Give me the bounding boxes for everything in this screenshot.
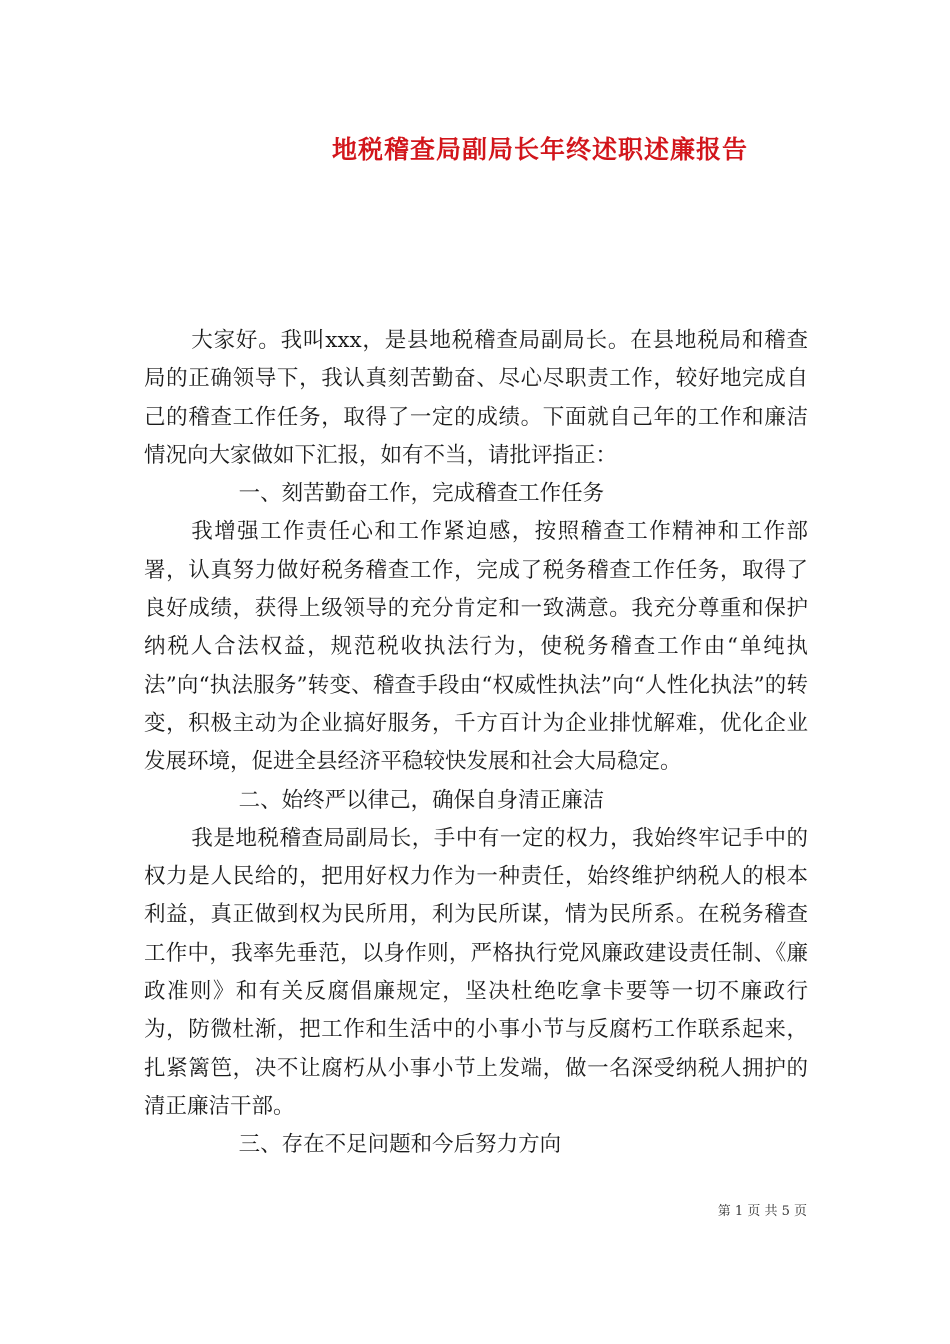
paragraph-section-1: 我增强工作责任心和工作紧迫感，按照稽查工作精神和工作部署，认真努力做好税务稽查工作，完成了税务稽查工作任务，取得了良好成绩，获得上级领导的充分肯定和一致满意。我充分尊重和保护纳税人合法权益，规范税收执法行为，使税务稽查工作由“单纯执法”向“执法服务”转变、稽查手段由“权威性执法”向“人性化执法”的转变，积极主动为企业搞好服务，千方百计为企业排忧解难，优化企业发展环境，促进全县经济平稳较快发展和社会大局稳定。 <box>144 519 808 775</box>
page-number-footer: 第 1 页 共 5 页 <box>717 1204 807 1219</box>
paragraph-section-2: 我是地税稽查局副局长，手中有一定的权力，我始终牢记手中的权力是人民给的，把用好权力作为一种责任，始终维护纳税人的根本利益，真正做到权为民所用，利为民所谋，情为民所系。在税务稽查工作中，我率先垂范，以身作则，严格执行党风廉政建设责任制、《廉政准则》和有关反腐倡廉规定，坚决杜绝吃拿卡要等一切不廉政行为，防微杜渐，把工作和生活中的小事小节与反腐朽工作联系起来，扎紧篱笆，决不让腐朽从小事小节上发端，做一名深受纳税人拥护的清正廉洁干部。 <box>144 825 808 1119</box>
document-title: 地税稽查局副局长年终述职述廉报告 <box>331 135 748 164</box>
document-body <box>144 322 808 1165</box>
paragraph-intro: 大家好。我叫xxx，是县地税稽查局副局长。在县地税局和稽查局的正确领导下，我认真刻苦勤奋、尽心尽职责工作，较好地完成自己的稽查工作任务，取得了一定的成绩。下面就自己年的工作和廉洁情况向大家做如下汇报，如有不当，请批评指正： <box>144 328 808 468</box>
section-heading-2: 二、始终严以律己，确保自身清正廉洁 <box>238 787 605 813</box>
section-heading-1: 一、刻苦勤奋工作，完成稽查工作任务 <box>238 481 605 507</box>
section-heading-3: 三、存在不足问题和今后努力方向 <box>238 1132 562 1158</box>
